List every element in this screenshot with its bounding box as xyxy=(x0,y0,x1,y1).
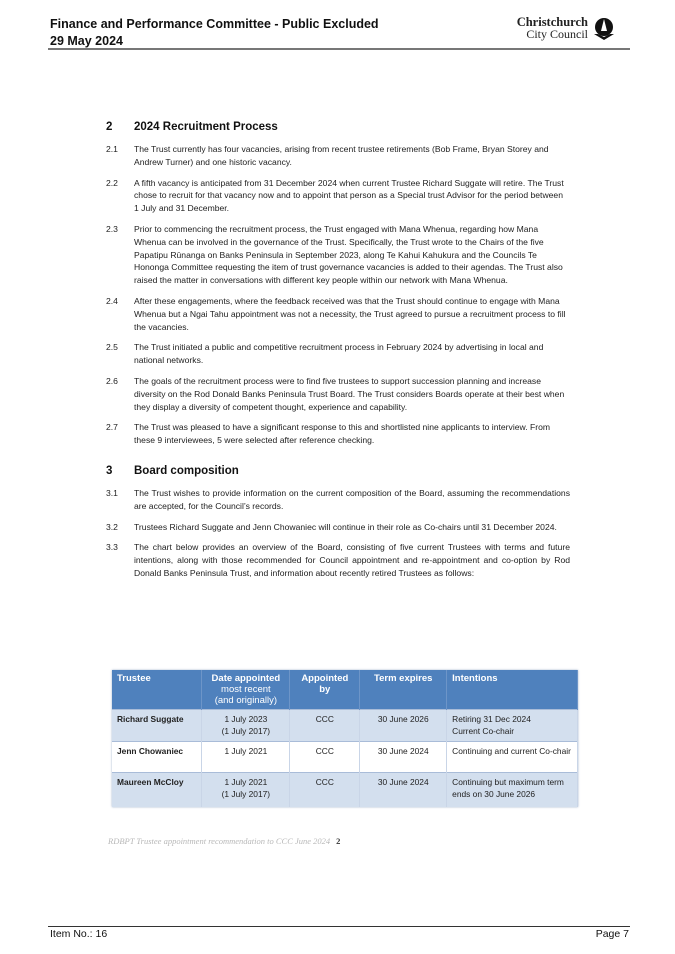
footer-rule xyxy=(48,926,630,927)
paragraph xyxy=(106,341,570,367)
paragraph-text: The Trust was pleased to have a significant response to this and shortlisted nine applicants to interview. From these 9 interviewees, 5 were selected after reference checking. xyxy=(134,422,551,446)
paragraph-number: 2.1 xyxy=(106,144,118,154)
meeting-date: 29 May 2024 xyxy=(50,34,123,48)
col-header-date-appointed xyxy=(202,670,290,710)
date-recent: 1 July 2021 xyxy=(224,746,268,756)
intentions-line: Retiring 31 Dec 2024 xyxy=(452,714,531,724)
trustee-name: Richard Suggate xyxy=(112,710,202,742)
appointed-by: CCC xyxy=(290,742,360,773)
intentions: Continuing and current Co-chair xyxy=(447,742,578,773)
date-recent: 1 July 2023 xyxy=(224,714,268,724)
section-number: 2 xyxy=(106,121,113,133)
date-appointed xyxy=(202,742,290,773)
section-heading xyxy=(106,121,570,133)
date-original: (1 July 2017) xyxy=(221,726,271,736)
paragraph-number: 2.3 xyxy=(106,223,118,234)
paragraph-number: 3.3 xyxy=(106,542,118,553)
term-expires: 30 June 2024 xyxy=(360,773,447,807)
col-header-date-sub: most recent xyxy=(221,684,271,695)
paragraph-text: The Trust wishes to provide information on the current composition of the Board, assuming the recommendations are accepted, for the Council’s records. xyxy=(134,487,570,511)
document-header xyxy=(50,16,379,50)
item-number: Item No.: 16 xyxy=(50,928,108,940)
paragraph xyxy=(106,223,570,287)
board-composition-table xyxy=(112,670,578,807)
paragraph xyxy=(106,177,570,215)
paragraph xyxy=(106,375,570,413)
section-title: Board composition xyxy=(134,464,239,477)
document-body xyxy=(106,121,570,588)
logo-text-line2: City Council xyxy=(526,27,588,41)
table-header-row xyxy=(112,670,578,710)
logo-text-line1: Christchurch xyxy=(516,15,588,29)
intentions: Continuing but maximum term ends on 30 June 2026 xyxy=(447,773,578,807)
cathedral-icon xyxy=(592,17,616,41)
table-row xyxy=(112,773,578,807)
col-header-intentions: Intentions xyxy=(447,670,578,710)
paragraph-number: 2.7 xyxy=(106,422,118,433)
paragraph-text: The Trust currently has four vacancies, arising from recent trustee retirements (Bob Frame, Bryan Storey and Andrew Turner) and one historic vacancy. xyxy=(134,144,549,167)
section-number: 3 xyxy=(106,464,113,477)
trustee-name: Maureen McCloy xyxy=(112,773,202,807)
embedded-page-footer xyxy=(108,836,340,846)
term-expires: 30 June 2024 xyxy=(360,742,447,773)
date-original: (1 July 2017) xyxy=(221,789,271,799)
intentions xyxy=(447,710,578,742)
appointed-by: CCC xyxy=(290,773,360,807)
council-logo xyxy=(514,16,616,42)
term-expires: 30 June 2026 xyxy=(360,710,447,742)
date-appointed xyxy=(202,773,290,807)
intentions-line: Current Co-chair xyxy=(452,726,515,736)
paragraph xyxy=(106,143,570,169)
paragraph xyxy=(106,487,570,513)
section-title: 2024 Recruitment Process xyxy=(134,121,278,133)
paragraph xyxy=(106,295,570,333)
date-appointed xyxy=(202,710,290,742)
col-header-appointed-by: Appointed by xyxy=(290,670,360,710)
paragraph-text: Trustees Richard Suggate and Jenn Chowaniec will continue in their role as Co-chairs until 31 December 2024. xyxy=(134,521,557,532)
paragraph xyxy=(106,421,570,447)
paragraph-number: 2.5 xyxy=(106,342,118,353)
paragraph-text: Prior to commencing the recruitment process, the Trust engaged with Mana Whenua, regarding how Mana Whenua can be involved in the governance of the Trust. Specifically, the Trust wrote to the Chairs of the five Papatipu Rūnanga on Banks Peninsula in September 2023, along Te Kahui Kahukura and the Councils Te Hononga Committee requesting the item of trust governance vacancies is added to their agendas. The Trust also raised the matter in conversations with different key people within our network with Mana Whenua. xyxy=(134,223,563,286)
embedded-page-number: 2 xyxy=(336,836,341,846)
paragraph-number: 2.6 xyxy=(106,375,118,386)
section-heading xyxy=(106,465,570,477)
table-row xyxy=(112,742,578,773)
paragraph-number: 3.1 xyxy=(106,487,118,498)
col-header-term-expires: Term expires xyxy=(360,670,447,710)
embedded-footer-text: RDBPT Trustee appointment recommendation to CCC June 2024 xyxy=(108,836,331,846)
appointed-by: CCC xyxy=(290,710,360,742)
paragraph-text: The Trust initiated a public and competitive recruitment process in February 2024 by advertising in local and national networks. xyxy=(134,342,544,366)
col-header-date-main: Date appointed xyxy=(211,673,281,684)
paragraph-number: 3.2 xyxy=(106,521,118,532)
table-row xyxy=(112,710,578,742)
paragraph-text: After these engagements, where the feedback received was that the Trust should continue to engage with Mana Whenua but a Ngai Tahu appointment was not a necessity, the Trust agreed to pursue a recruitment process to fill the vacancies. xyxy=(134,295,566,332)
paragraph-text: A fifth vacancy is anticipated from 31 December 2024 when current Trustee Richard Suggate will retire. The Trust chose to recruit for that vacancy now and to appoint that person as a Special trust Advisor for the period between 1 July and 31 December. xyxy=(134,177,564,214)
header-rule xyxy=(48,48,630,50)
paragraph-text: The chart below provides an overview of the Board, consisting of five current Trustees with terms and future intentions, along with those recommended for Council appointment and re-appointment and co-option by Rod Donald Banks Peninsula Trust, and information about recently retired Trustees as follows: xyxy=(134,542,570,578)
col-header-trustee: Trustee xyxy=(112,670,202,710)
page-number: Page 7 xyxy=(595,928,629,940)
paragraph-number: 2.2 xyxy=(106,177,118,188)
paragraph xyxy=(106,521,570,534)
committee-title: Finance and Performance Committee - Public Excluded xyxy=(50,17,379,31)
date-recent: 1 July 2021 xyxy=(224,777,268,787)
paragraph-number: 2.4 xyxy=(106,295,118,306)
paragraph-text: The goals of the recruitment process were to find five trustees to support succession planning and increase diversity on the Rod Donald Banks Peninsula Trust Board. The Trust considers Boards operate at their best when they display a diversity of competent thought, experience and capability. xyxy=(134,375,565,412)
col-header-date-sub: (and originally) xyxy=(214,695,278,706)
trustee-name: Jenn Chowaniec xyxy=(112,742,202,773)
paragraph xyxy=(106,541,570,579)
